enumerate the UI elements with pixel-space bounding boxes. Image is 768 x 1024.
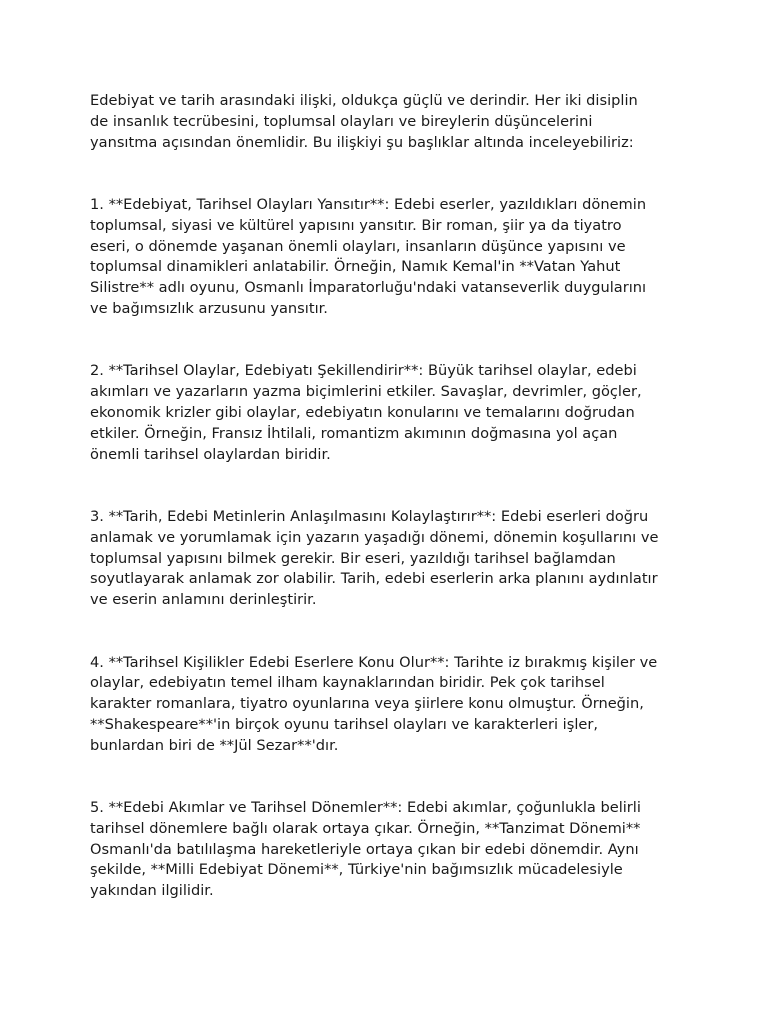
document-body — [90, 91, 690, 902]
section-paragraph-2: 2. **Tarihsel Olaylar, Edebiyatı Şekillendirir**: Büyük tarihsel olaylar, edebi akımları ve yazarların yazma biçimlerini etkiler. Savaşlar, devrimler, göçler, ekonomik krizler gibi olaylar, edebiyatın konularını ve temalarını doğrudan etkiler. Örneğin, Fransız İhtilali, romantizm akımının doğmasına yol açan önemli tarihsel olaylardan biridir. — [90, 362, 642, 463]
section-paragraph-5: 5. **Edebi Akımlar ve Tarihsel Dönemler**: Edebi akımlar, çoğunlukla belirli tarihsel dönemlere bağlı olarak ortaya çıkar. Örneğin, **Tanzimat Dönemi** Osmanlı'da batılılaşma hareketleriyle ortaya çıkan bir edebi dönemdir. Aynı şekilde, **Milli Edebiyat Dönemi**, Türkiye'nin bağımsızlık mücadelesiyle yakından ilgilidir. — [90, 799, 641, 900]
section-paragraph-1: 1. **Edebiyat, Tarihsel Olayları Yansıtır**: Edebi eserler, yazıldıkları dönemin toplumsal, siyasi ve kültürel yapısını yansıtır. Bir roman, şiir ya da tiyatro eseri, o dönemde yaşanan önemli olayları, insanların düşünce yapısını ve toplumsal dinamikleri anlatabilir. Örneğin, Namık Kemal'in **Vatan Yahut Silistre** adlı oyunu, Osmanlı İmparatorluğu'ndaki vatanseverlik duygularını ve bağımsızlık arzusunu yansıtır. — [90, 195, 647, 317]
section-paragraph-3: 3. **Tarih, Edebi Metinlerin Anlaşılmasını Kolaylaştırır**: Edebi eserleri doğru anlamak ve yorumlamak için yazarın yaşadığı dönemi, dönemin koşullarını ve toplumsal yapısını bilmek gerekir. Bir eseri, yazıldığı tarihsel bağlamdan soyutlayarak anlamak zor olabilir. Tarih, edebi eserlerin arka planını aydınlatır ve eserin anlamını derinleştirir. — [90, 507, 659, 609]
intro-paragraph: Edebiyat ve tarih arasındaki ilişki, oldukça güçlü ve derindir. Her iki disiplin de insanlık tecrübesini, toplumsal olayları ve bireylerin düşüncelerini yansıtma açısından önemlidir. Bu ilişkiyi şu başlıklar altında inceleyebiliriz: — [90, 92, 638, 151]
section-paragraph-4: 4. **Tarihsel Kişilikler Edebi Eserlere Konu Olur**: Tarihte iz bırakmış kişiler ve olaylar, edebiyatın temel ilham kaynaklarından biridir. Pek çok tarihsel karakter romanlara, tiyatro oyunlarına veya şiirlere konu olmuştur. Örneğin, **Shakespeare**'in birçok oyunu tarihsel olayları ve karakterleri işler, bunlardan biri de **Jül Sezar**'dır. — [90, 653, 658, 754]
